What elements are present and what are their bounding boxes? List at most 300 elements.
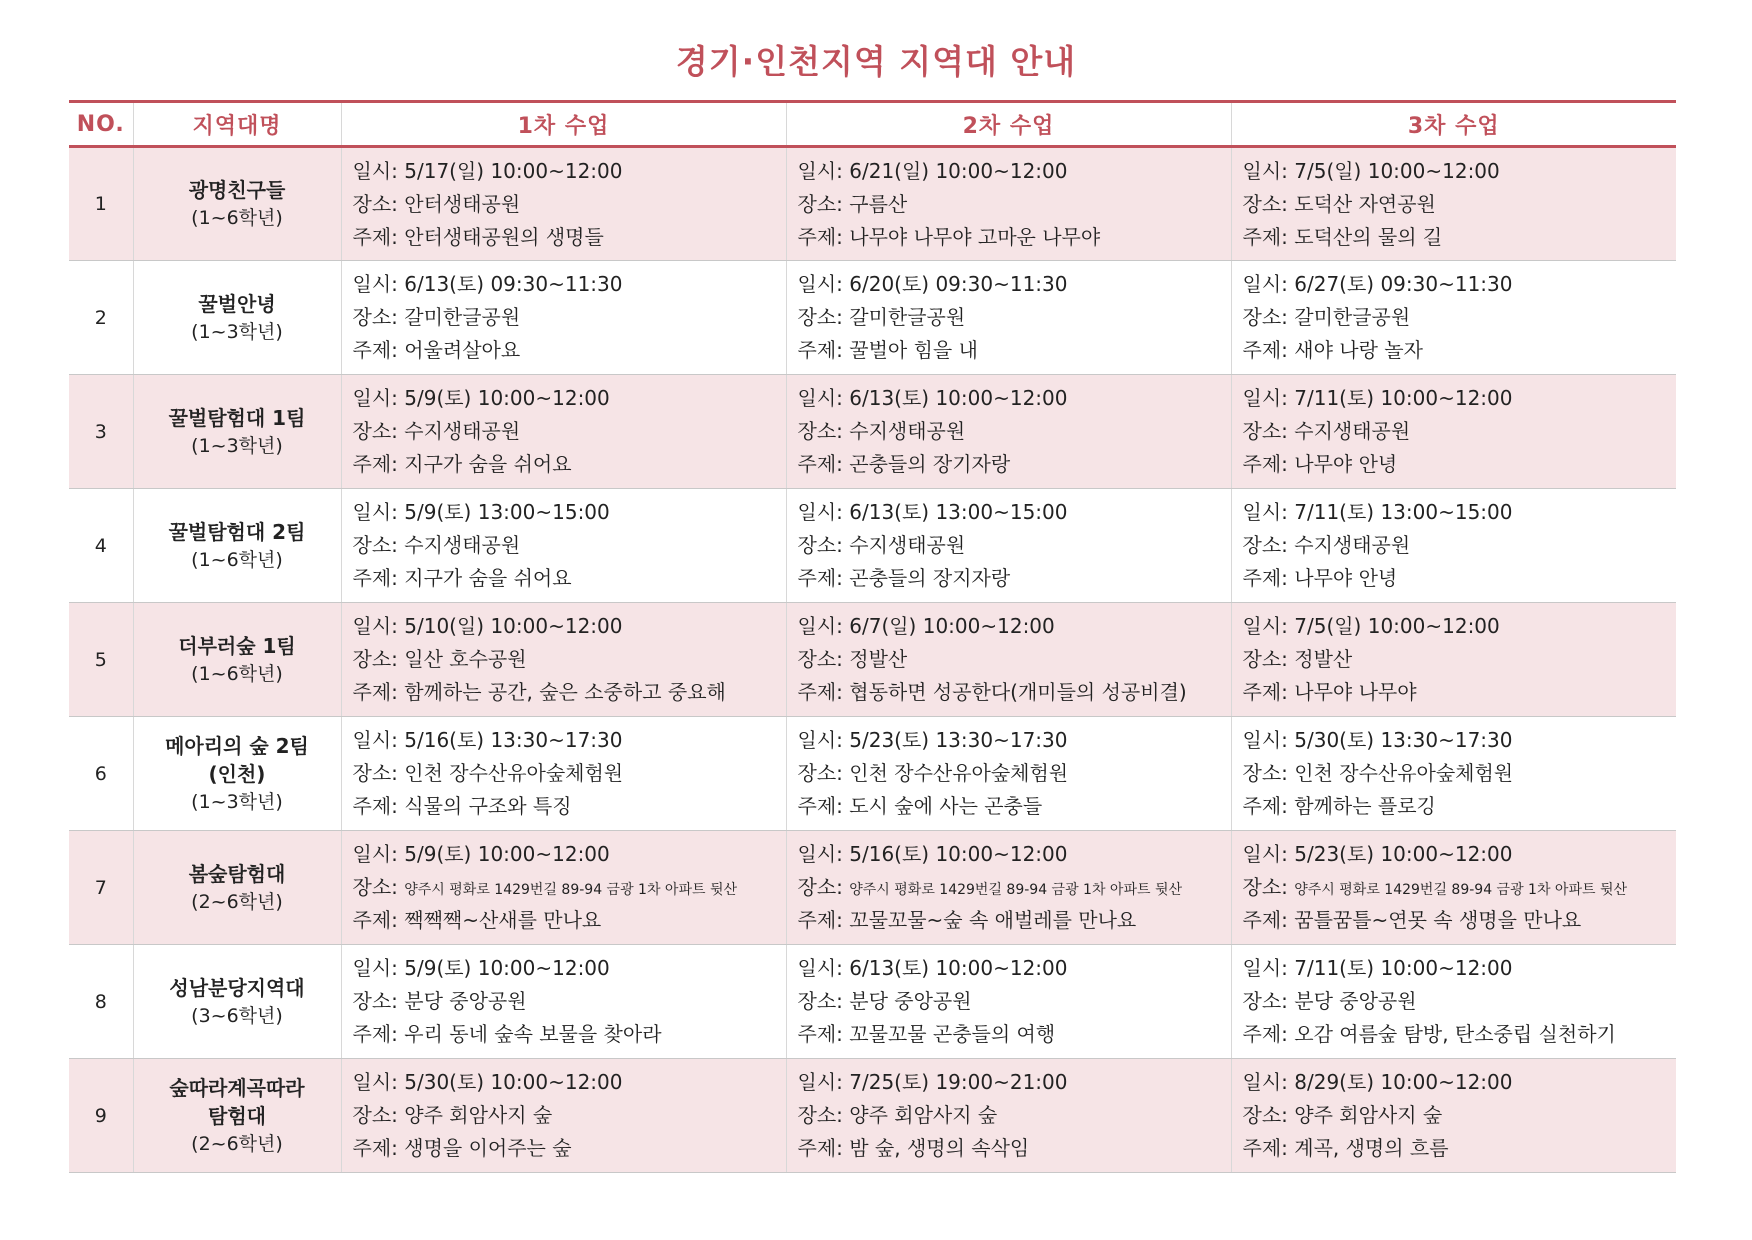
session-place-label: 장소: xyxy=(352,989,398,1013)
table-row xyxy=(69,717,1676,831)
session-date-line xyxy=(1243,382,1677,415)
session-place-line xyxy=(353,871,786,904)
session-date-label: 일시: xyxy=(797,842,843,866)
session-place-value: 도덕산 자연공원 xyxy=(1294,191,1436,216)
session-date-label: 일시: xyxy=(352,1070,398,1094)
session-theme-value: 곤충들의 장지자랑 xyxy=(849,566,1011,590)
session-theme-value: 짹짹짹~산새를 만나요 xyxy=(404,908,602,932)
session-date-line xyxy=(798,610,1231,643)
session-place-value: 안터생태공원 xyxy=(404,191,521,216)
session-date-label: 일시: xyxy=(352,614,398,638)
region-name: 성남분당지역대 xyxy=(169,975,305,1000)
session-1-cell xyxy=(341,261,786,375)
session-theme-line xyxy=(353,448,786,481)
session-date-line xyxy=(353,1066,786,1099)
session-theme-value: 나무야 안녕 xyxy=(1294,452,1398,476)
session-theme-line xyxy=(1243,448,1677,481)
session-date-value: 5/23(토) 10:00~12:00 xyxy=(1294,842,1513,866)
session-theme-label: 주제: xyxy=(1242,452,1288,476)
session-place-line xyxy=(1243,643,1677,676)
session-place-label: 장소: xyxy=(352,305,398,329)
header-region-name: 지역대명 xyxy=(133,102,341,147)
session-theme-label: 주제: xyxy=(1242,680,1288,704)
table-row xyxy=(69,1059,1676,1173)
session-date-line xyxy=(353,724,786,757)
session-date-value: 5/30(토) 13:30~17:30 xyxy=(1294,728,1513,752)
session-date-value: 6/13(토) 10:00~12:00 xyxy=(849,386,1068,410)
session-place-value: 양주 회암사지 숲 xyxy=(1294,1103,1443,1127)
session-theme-label: 주제: xyxy=(797,452,843,476)
page-title: 경기·인천지역 지역대 안내 xyxy=(675,42,1077,81)
session-place-line xyxy=(798,301,1231,334)
session-theme-label: 주제: xyxy=(1242,224,1288,249)
session-2-cell xyxy=(786,717,1231,831)
session-place-value: 구름산 xyxy=(849,191,908,216)
session-date-line xyxy=(798,382,1231,415)
region-name: 탐험대 xyxy=(208,1103,266,1128)
session-place-value: 인천 장수산유아숲체험원 xyxy=(404,761,624,785)
session-place-value: 양주시 평화로 1429번길 89-94 금광 1차 아파트 뒷산 xyxy=(849,882,1183,898)
session-theme-label: 주제: xyxy=(1242,566,1288,590)
session-place-label: 장소: xyxy=(1242,875,1288,899)
session-theme-label: 주제: xyxy=(1242,1022,1288,1046)
session-date-label: 일시: xyxy=(1242,956,1288,980)
session-3-cell xyxy=(1231,1059,1676,1173)
session-theme-label: 주제: xyxy=(352,680,398,704)
session-theme-label: 주제: xyxy=(797,680,843,704)
session-date-value: 5/30(토) 10:00~12:00 xyxy=(404,1070,623,1094)
session-date-label: 일시: xyxy=(797,386,843,410)
session-theme-label: 주제: xyxy=(797,794,843,818)
region-name-cell xyxy=(133,945,341,1059)
session-place-label: 장소: xyxy=(797,533,843,557)
session-date-line xyxy=(1243,496,1677,529)
session-1-cell xyxy=(341,1059,786,1173)
session-place-line xyxy=(353,985,786,1018)
session-place-line xyxy=(353,529,786,562)
session-place-line xyxy=(798,529,1231,562)
session-date-label: 일시: xyxy=(352,956,398,980)
session-place-label: 장소: xyxy=(1242,761,1288,785)
session-place-label: 장소: xyxy=(352,1103,398,1127)
session-date-label: 일시: xyxy=(797,272,843,296)
session-theme-line xyxy=(1243,1132,1677,1165)
session-2-cell xyxy=(786,831,1231,945)
session-theme-value: 밤 숲, 생명의 속삭임 xyxy=(849,1136,1030,1160)
session-place-value: 인천 장수산유아숲체험원 xyxy=(1294,761,1514,785)
session-place-line xyxy=(1243,985,1677,1018)
session-date-label: 일시: xyxy=(797,158,843,183)
session-theme-label: 주제: xyxy=(352,1136,398,1160)
session-place-line xyxy=(1243,301,1677,334)
session-date-value: 6/21(일) 10:00~12:00 xyxy=(849,158,1068,183)
session-theme-line xyxy=(798,676,1231,709)
session-place-value: 정발산 xyxy=(1294,647,1353,671)
session-place-line xyxy=(1243,1099,1677,1132)
session-theme-label: 주제: xyxy=(352,338,398,362)
session-theme-line xyxy=(798,904,1231,937)
session-place-line xyxy=(353,1099,786,1132)
session-date-label: 일시: xyxy=(352,500,398,524)
session-1-cell xyxy=(341,603,786,717)
session-date-line xyxy=(353,610,786,643)
session-date-line xyxy=(353,496,786,529)
session-theme-value: 식물의 구조와 특징 xyxy=(404,794,572,818)
table-row xyxy=(69,147,1676,261)
session-theme-line xyxy=(353,221,786,254)
session-date-value: 5/9(토) 10:00~12:00 xyxy=(404,956,610,980)
session-date-line xyxy=(1243,268,1677,301)
session-place-value: 양주시 평화로 1429번길 89-94 금광 1차 아파트 뒷산 xyxy=(1294,882,1628,898)
session-theme-value: 꿈틀꿈틀~연못 속 생명을 만나요 xyxy=(1294,908,1582,932)
grade-range: (1~3학년) xyxy=(191,320,283,343)
session-date-value: 6/13(토) 13:00~15:00 xyxy=(849,500,1068,524)
session-theme-line xyxy=(798,448,1231,481)
grade-range: (1~6학년) xyxy=(191,662,283,685)
session-3-cell xyxy=(1231,831,1676,945)
session-date-value: 6/13(토) 09:30~11:30 xyxy=(404,272,623,296)
session-place-line xyxy=(798,757,1231,790)
row-number: 8 xyxy=(69,945,133,1059)
region-name: 꿀벌탐험대 1팀 xyxy=(168,405,306,430)
session-theme-label: 주제: xyxy=(352,908,398,932)
session-date-value: 5/9(토) 10:00~12:00 xyxy=(404,386,610,410)
region-name: 메아리의 숲 2팀 xyxy=(165,733,309,758)
session-date-value: 7/11(토) 10:00~12:00 xyxy=(1294,386,1513,410)
header-row xyxy=(69,102,1676,147)
session-place-value: 양주 회암사지 숲 xyxy=(404,1103,553,1127)
session-place-value: 양주 회암사지 숲 xyxy=(849,1103,998,1127)
table-row xyxy=(69,261,1676,375)
session-place-value: 수지생태공원 xyxy=(1294,533,1411,557)
grade-range: (2~6학년) xyxy=(191,1132,283,1155)
session-theme-value: 새야 나랑 놀자 xyxy=(1294,338,1423,362)
session-place-value: 양주시 평화로 1429번길 89-94 금광 1차 아파트 뒷산 xyxy=(404,882,738,898)
session-date-line xyxy=(1243,724,1677,757)
session-place-label: 장소: xyxy=(797,761,843,785)
session-place-line xyxy=(798,643,1231,676)
row-number: 6 xyxy=(69,717,133,831)
session-date-value: 8/29(토) 10:00~12:00 xyxy=(1294,1070,1513,1094)
session-1-cell xyxy=(341,375,786,489)
session-3-cell xyxy=(1231,603,1676,717)
region-name: 숲따라계곡따라 xyxy=(169,1075,305,1100)
session-theme-label: 주제: xyxy=(797,338,843,362)
session-theme-line xyxy=(798,334,1231,367)
session-date-label: 일시: xyxy=(797,500,843,524)
session-place-label: 장소: xyxy=(352,875,398,899)
session-3-cell xyxy=(1231,375,1676,489)
session-place-label: 장소: xyxy=(1242,191,1288,216)
session-theme-label: 주제: xyxy=(352,224,398,249)
session-date-value: 5/17(일) 10:00~12:00 xyxy=(404,158,623,183)
session-theme-value: 나무야 나무야 xyxy=(1294,680,1417,704)
session-place-line xyxy=(1243,415,1677,448)
session-date-line xyxy=(353,952,786,985)
session-place-label: 장소: xyxy=(352,761,398,785)
row-number: 9 xyxy=(69,1059,133,1173)
session-theme-value: 꼬물꼬물~숲 속 애벌레를 만나요 xyxy=(849,908,1137,932)
session-date-value: 6/7(일) 10:00~12:00 xyxy=(849,614,1055,638)
session-3-cell xyxy=(1231,717,1676,831)
session-theme-value: 도덕산의 물의 길 xyxy=(1294,224,1443,249)
session-date-line xyxy=(798,496,1231,529)
region-name: (인천) xyxy=(208,761,266,786)
session-place-line xyxy=(798,985,1231,1018)
region-name-cell xyxy=(133,831,341,945)
session-date-line xyxy=(353,382,786,415)
session-date-line xyxy=(1243,952,1677,985)
region-name-cell xyxy=(133,375,341,489)
session-date-label: 일시: xyxy=(352,386,398,410)
session-date-line xyxy=(798,724,1231,757)
session-theme-line xyxy=(353,904,786,937)
session-date-line xyxy=(1243,838,1677,871)
session-theme-line xyxy=(1243,1018,1677,1051)
session-2-cell xyxy=(786,603,1231,717)
session-place-value: 정발산 xyxy=(849,647,908,671)
session-theme-line xyxy=(798,562,1231,595)
grade-range: (1~6학년) xyxy=(191,548,283,571)
session-theme-line xyxy=(798,1132,1231,1165)
session-theme-label: 주제: xyxy=(1242,338,1288,362)
session-place-line xyxy=(798,415,1231,448)
session-date-label: 일시: xyxy=(797,1070,843,1094)
session-theme-value: 지구가 숨을 쉬어요 xyxy=(404,452,572,476)
session-place-label: 장소: xyxy=(352,533,398,557)
session-date-line xyxy=(798,1066,1231,1099)
session-2-cell xyxy=(786,147,1231,261)
session-theme-value: 꿀벌아 힘을 내 xyxy=(849,338,978,362)
session-place-value: 수지생태공원 xyxy=(404,419,521,443)
session-theme-value: 곤충들의 장기자랑 xyxy=(849,452,1011,476)
region-name-cell xyxy=(133,603,341,717)
session-theme-label: 주제: xyxy=(797,1136,843,1160)
session-date-label: 일시: xyxy=(1242,614,1288,638)
table-row xyxy=(69,375,1676,489)
session-theme-line xyxy=(1243,904,1677,937)
session-theme-value: 도시 숲에 사는 곤충들 xyxy=(849,794,1043,818)
session-place-label: 장소: xyxy=(797,989,843,1013)
session-3-cell xyxy=(1231,261,1676,375)
session-2-cell xyxy=(786,489,1231,603)
row-number: 3 xyxy=(69,375,133,489)
session-place-line xyxy=(353,757,786,790)
row-number: 7 xyxy=(69,831,133,945)
session-date-value: 7/5(일) 10:00~12:00 xyxy=(1294,158,1500,183)
session-theme-line xyxy=(1243,562,1677,595)
region-name: 광명친구들 xyxy=(188,178,286,202)
session-date-line xyxy=(1243,610,1677,643)
region-name: 꿀벌탐험대 2팀 xyxy=(168,519,306,544)
session-date-value: 5/9(토) 10:00~12:00 xyxy=(404,842,610,866)
session-place-label: 장소: xyxy=(797,419,843,443)
session-theme-label: 주제: xyxy=(1242,794,1288,818)
session-theme-label: 주제: xyxy=(797,1022,843,1046)
session-date-label: 일시: xyxy=(352,728,398,752)
region-name: 봄숲탐험대 xyxy=(188,861,286,886)
session-theme-value: 지구가 숨을 쉬어요 xyxy=(404,566,572,590)
session-theme-value: 협동하면 성공한다(개미들의 성공비결) xyxy=(849,680,1187,704)
row-number: 2 xyxy=(69,261,133,375)
session-place-value: 인천 장수산유아숲체험원 xyxy=(849,761,1069,785)
header-session-3: 3차 수업 xyxy=(1231,102,1676,147)
session-place-line xyxy=(798,188,1231,221)
session-theme-value: 꼬물꼬물 곤충들의 여행 xyxy=(849,1022,1056,1046)
session-theme-line xyxy=(353,790,786,823)
region-name-cell xyxy=(133,147,341,261)
session-1-cell xyxy=(341,147,786,261)
session-date-label: 일시: xyxy=(1242,842,1288,866)
session-theme-label: 주제: xyxy=(1242,908,1288,932)
session-date-label: 일시: xyxy=(1242,728,1288,752)
header-session-1: 1차 수업 xyxy=(341,102,786,147)
region-name-cell xyxy=(133,717,341,831)
session-theme-label: 주제: xyxy=(797,224,843,249)
session-3-cell xyxy=(1231,945,1676,1059)
row-number: 4 xyxy=(69,489,133,603)
session-place-value: 분당 중앙공원 xyxy=(1294,989,1417,1013)
session-place-line xyxy=(353,415,786,448)
grade-range: (3~6학년) xyxy=(191,1004,283,1027)
table-row xyxy=(69,831,1676,945)
session-place-value: 갈미한글공원 xyxy=(1294,305,1411,329)
session-place-value: 수지생태공원 xyxy=(849,533,966,557)
region-name-cell xyxy=(133,261,341,375)
session-theme-line xyxy=(353,334,786,367)
session-theme-label: 주제: xyxy=(797,908,843,932)
session-3-cell xyxy=(1231,147,1676,261)
session-date-label: 일시: xyxy=(1242,1070,1288,1094)
session-theme-value: 함께하는 공간, 숲은 소중하고 중요해 xyxy=(404,680,726,704)
session-date-label: 일시: xyxy=(352,842,398,866)
region-name-cell xyxy=(133,1059,341,1173)
session-place-value: 갈미한글공원 xyxy=(404,305,521,329)
session-theme-line xyxy=(1243,790,1677,823)
session-theme-line xyxy=(353,1132,786,1165)
region-name: 꿀벌안녕 xyxy=(198,291,276,316)
table-row xyxy=(69,603,1676,717)
session-place-label: 장소: xyxy=(1242,419,1288,443)
session-date-line xyxy=(353,838,786,871)
session-date-value: 7/5(일) 10:00~12:00 xyxy=(1294,614,1500,638)
session-place-line xyxy=(1243,871,1677,904)
session-theme-value: 나무야 안녕 xyxy=(1294,566,1398,590)
session-1-cell xyxy=(341,717,786,831)
session-date-line xyxy=(798,155,1231,188)
session-place-label: 장소: xyxy=(1242,533,1288,557)
session-date-value: 5/16(토) 13:30~17:30 xyxy=(404,728,623,752)
session-date-line xyxy=(798,838,1231,871)
session-date-label: 일시: xyxy=(1242,386,1288,410)
session-theme-line xyxy=(798,1018,1231,1051)
row-number: 5 xyxy=(69,603,133,717)
region-name: 더부러숲 1팀 xyxy=(178,633,296,658)
grade-range: (1~3학년) xyxy=(191,434,283,457)
session-place-label: 장소: xyxy=(352,191,398,216)
session-place-value: 갈미한글공원 xyxy=(849,305,966,329)
session-place-label: 장소: xyxy=(1242,989,1288,1013)
session-2-cell xyxy=(786,945,1231,1059)
session-place-value: 일산 호수공원 xyxy=(404,647,527,671)
session-place-line xyxy=(1243,529,1677,562)
session-theme-line xyxy=(353,1018,786,1051)
session-place-label: 장소: xyxy=(1242,305,1288,329)
session-theme-value: 나무야 나무야 고마운 나무야 xyxy=(849,224,1101,249)
session-date-line xyxy=(353,155,786,188)
session-theme-label: 주제: xyxy=(797,566,843,590)
session-place-label: 장소: xyxy=(1242,1103,1288,1127)
grade-range: (2~6학년) xyxy=(191,890,283,913)
session-date-label: 일시: xyxy=(1242,272,1288,296)
region-name-cell xyxy=(133,489,341,603)
session-3-cell xyxy=(1231,489,1676,603)
session-1-cell xyxy=(341,489,786,603)
session-place-line xyxy=(353,188,786,221)
table-row xyxy=(69,945,1676,1059)
session-date-line xyxy=(353,268,786,301)
session-2-cell xyxy=(786,1059,1231,1173)
session-theme-value: 어울려살아요 xyxy=(404,338,521,362)
session-theme-value: 우리 동네 숲속 보물을 찾아라 xyxy=(404,1022,662,1046)
session-theme-label: 주제: xyxy=(352,452,398,476)
session-theme-line xyxy=(798,221,1231,254)
session-date-value: 5/16(토) 10:00~12:00 xyxy=(849,842,1068,866)
session-place-value: 분당 중앙공원 xyxy=(404,989,527,1013)
session-theme-label: 주제: xyxy=(1242,1136,1288,1160)
header-session-2: 2차 수업 xyxy=(786,102,1231,147)
session-place-line xyxy=(353,643,786,676)
header-no: NO. xyxy=(69,102,133,147)
session-place-line xyxy=(798,871,1231,904)
table-row xyxy=(69,489,1676,603)
session-place-line xyxy=(1243,188,1677,221)
session-date-value: 6/13(토) 10:00~12:00 xyxy=(849,956,1068,980)
session-date-value: 6/20(토) 09:30~11:30 xyxy=(849,272,1068,296)
session-theme-label: 주제: xyxy=(352,566,398,590)
session-1-cell xyxy=(341,945,786,1059)
session-date-label: 일시: xyxy=(1242,500,1288,524)
session-theme-value: 계곡, 생명의 흐름 xyxy=(1294,1136,1449,1160)
session-place-line xyxy=(353,301,786,334)
session-date-label: 일시: xyxy=(797,728,843,752)
session-date-value: 7/11(토) 10:00~12:00 xyxy=(1294,956,1513,980)
session-date-line xyxy=(798,268,1231,301)
session-place-line xyxy=(1243,757,1677,790)
row-number: 1 xyxy=(69,147,133,261)
session-date-line xyxy=(1243,1066,1677,1099)
session-place-value: 수지생태공원 xyxy=(404,533,521,557)
session-theme-line xyxy=(353,562,786,595)
session-1-cell xyxy=(341,831,786,945)
session-theme-value: 오감 여름숲 탐방, 탄소중립 실천하기 xyxy=(1294,1022,1616,1046)
session-place-label: 장소: xyxy=(797,647,843,671)
session-date-value: 6/27(토) 09:30~11:30 xyxy=(1294,272,1513,296)
session-theme-value: 생명을 이어주는 숲 xyxy=(404,1136,572,1160)
session-date-line xyxy=(798,952,1231,985)
session-date-value: 5/10(일) 10:00~12:00 xyxy=(404,614,623,638)
grade-range: (1~6학년) xyxy=(191,207,283,229)
session-theme-value: 함께하는 플로깅 xyxy=(1294,794,1436,818)
session-date-label: 일시: xyxy=(797,614,843,638)
session-date-value: 7/25(토) 19:00~21:00 xyxy=(849,1070,1068,1094)
session-theme-line xyxy=(798,790,1231,823)
session-date-value: 7/11(토) 13:00~15:00 xyxy=(1294,500,1513,524)
session-place-value: 수지생태공원 xyxy=(1294,419,1411,443)
session-2-cell xyxy=(786,375,1231,489)
session-place-value: 분당 중앙공원 xyxy=(849,989,972,1013)
session-date-label: 일시: xyxy=(352,272,398,296)
